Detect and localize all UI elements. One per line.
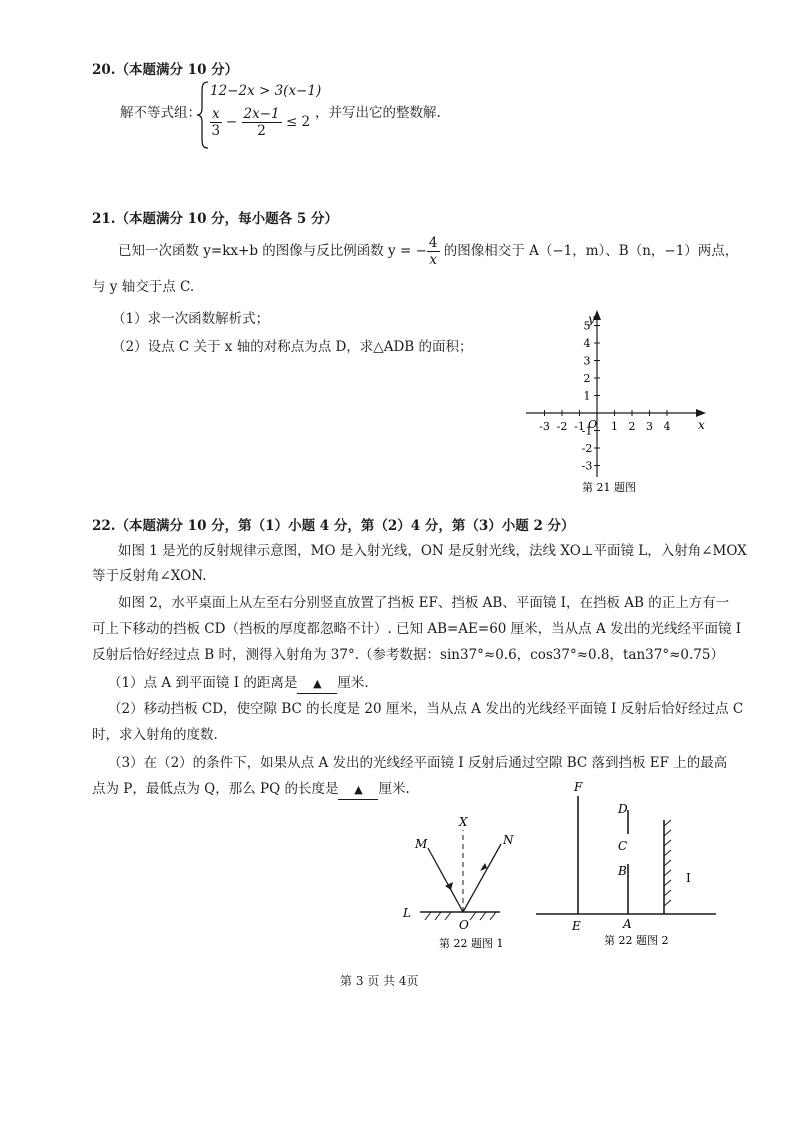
- x-tick-label: 3: [646, 420, 653, 433]
- incident-arrow-icon: [445, 882, 453, 890]
- q20-frac2-den: 2: [257, 123, 266, 139]
- q20-suffix: ，并写出它的整数解.: [315, 105, 441, 121]
- q21-part2: （2）设点 C 关于 x 轴的对称点为点 D，求△ADB 的面积；: [112, 339, 473, 355]
- q22-header: 22.（本题满分 10 分，第（1）小题 4 分，第（2）4 分，第（3）小题 2 分）: [92, 518, 575, 534]
- y-tick-label: -1: [581, 424, 593, 438]
- q21-line1-b: 的图像相交于 A（−1，m）、B（n，−1）两点，: [439, 243, 739, 259]
- label-F: F: [574, 780, 583, 794]
- x-tick-label: -2: [556, 420, 568, 433]
- label-C: C: [618, 839, 628, 853]
- y-tick-label: 2: [583, 372, 591, 385]
- q21-line2: 与 y 轴交于点 C.: [92, 279, 195, 295]
- x-tick-label: -3: [539, 420, 550, 433]
- y-tick-label: 5: [583, 319, 591, 333]
- q20-header: 20.（本题满分 10 分）: [92, 62, 239, 78]
- q22-part1-blank: ▲: [297, 675, 337, 694]
- q22-p1-line1: 如图 1 是光的反射规律示意图，MO 是入射光线，ON 是反射光线，法线 XO⊥平面镜 L，入射角∠MOX: [118, 543, 747, 559]
- x-tick-label: -1: [574, 420, 585, 433]
- label-M: M: [415, 837, 428, 851]
- x-axis-arrow-icon: [696, 409, 706, 417]
- q21-frac-den: x: [429, 252, 438, 268]
- y-tick-label: 1: [583, 389, 591, 403]
- origin-label: O: [588, 418, 598, 431]
- label-I: I: [686, 871, 691, 885]
- q22-part2-line2: 时，求入射角的度数.: [92, 727, 218, 743]
- q22-part1-b: 厘米.: [337, 675, 369, 691]
- y-axis-label: y: [588, 312, 595, 326]
- label-E: E: [572, 919, 581, 933]
- q21-part1: （1）求一次函数解析式；: [112, 311, 270, 327]
- q20-minus: −: [225, 114, 238, 130]
- q20-inequality-1: 12−2x > 3(x−1): [210, 83, 322, 99]
- label-L: L: [403, 906, 411, 920]
- y-tick-label: 3: [583, 354, 591, 368]
- q22-figure-2: [532, 778, 722, 955]
- q21-line1: [118, 235, 738, 268]
- x-tick-label: 4: [663, 420, 671, 433]
- q21-header: 21.（本题满分 10 分，每小题各 5 分）: [92, 211, 338, 227]
- q22-part1: [108, 674, 369, 694]
- q22-part1-a: （1）点 A 到平面镜 I 的距离是: [108, 675, 298, 691]
- q22-part3-blank: ▲: [338, 781, 378, 800]
- q22-part3-line1: （3）在（2）的条件下，如果从点 A 发出的光线经平面镜 I 反射后通过空隙 BC 落到挡板 EF 上的最高: [108, 755, 728, 771]
- q20-prompt: 解不等式组：: [120, 105, 201, 121]
- q22-p2-line1: 如图 2，水平桌面上从左至右分别竖直放置了挡板 EF、挡板 AB、平面镜 I，在挡板 AB 的正上方有一: [118, 595, 730, 611]
- y-tick-label: 4: [583, 337, 591, 350]
- q20-brace-icon: [196, 80, 210, 150]
- label-X: X: [459, 815, 468, 829]
- q21-figure-caption: 第 21 题图: [582, 481, 636, 494]
- x-tick-label: 1: [611, 420, 618, 433]
- q20-inequality-2: [210, 106, 310, 139]
- q22-part3-b: 厘米.: [378, 781, 410, 797]
- q21-frac-num: 4: [428, 235, 438, 251]
- label-D: D: [618, 802, 628, 816]
- q22-part2-line1: （2）移动挡板 CD，使空隙 BC 的长度是 20 厘米，当从点 A 发出的光线经平面镜 I 反射后恰好经过点 C: [108, 701, 744, 717]
- q22-figure-1: [395, 810, 515, 955]
- q22-p2-line3: 反射后恰好经过点 B 时，测得入射角为 37°.（参考数据：sin37°≈0.6，cos37°≈0.8，tan37°≈0.75）: [92, 647, 724, 663]
- page-footer: 第 3 页 共 4页: [340, 974, 419, 988]
- label-N: N: [503, 833, 514, 847]
- q20-ineq2-tail: ≤ 2: [285, 114, 311, 130]
- y-tick-label: -2: [581, 442, 593, 455]
- q21-line1-a: 已知一次函数 y=kx+b 的图像与反比例函数 y = −: [118, 243, 427, 259]
- q22-figure-1-caption: 第 22 题图 1: [439, 937, 504, 950]
- q20-frac1-den: 3: [211, 123, 221, 139]
- reflected-ray-ON: [463, 844, 501, 912]
- q22-p2-line2: 可上下移动的挡板 CD（挡板的厚度都忽略不计）. 已知 AB=AE=60 厘米，当从点 A 发出的光线经平面镜 I: [92, 621, 742, 637]
- incident-ray-MO: [428, 848, 463, 912]
- q21-coordinate-figure: [520, 305, 720, 500]
- label-B: B: [618, 864, 627, 878]
- x-axis-label: x: [698, 418, 705, 432]
- label-A: A: [623, 917, 632, 931]
- q20-frac2-num: 2x−1: [243, 106, 280, 122]
- label-O: O: [459, 918, 469, 932]
- q20-frac1-num: x: [212, 106, 220, 122]
- x-tick-label: 2: [628, 420, 636, 433]
- q22-figure-2-caption: 第 22 题图 2: [604, 934, 669, 947]
- q22-part3-a: 点为 P，最低点为 Q，那么 PQ 的长度是: [92, 781, 339, 797]
- y-tick-label: -3: [581, 459, 593, 473]
- q22-part3-line2: [92, 780, 410, 800]
- q22-p1-line2: 等于反射角∠XON.: [92, 568, 207, 584]
